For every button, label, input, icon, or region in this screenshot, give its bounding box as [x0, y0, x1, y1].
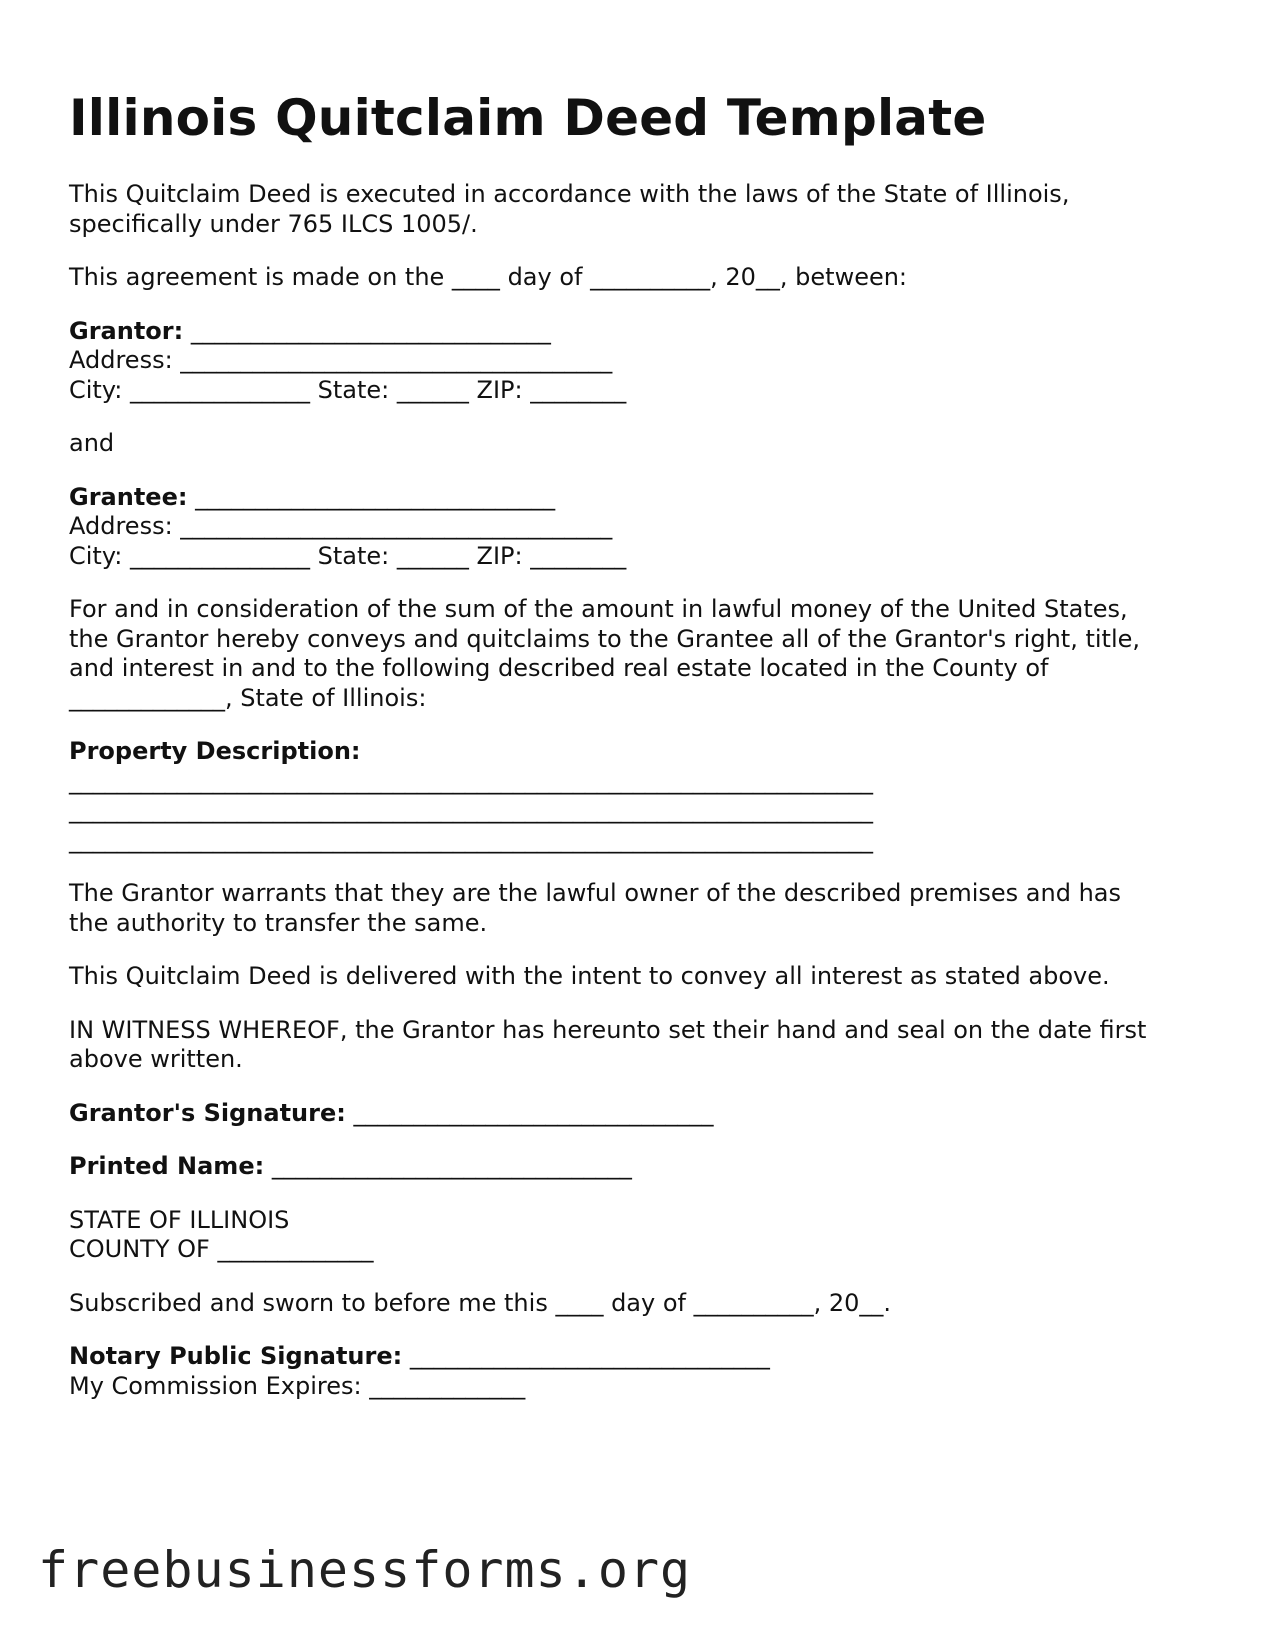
witness-paragraph — [69, 1016, 1199, 1075]
agreement-paragraph — [69, 263, 1199, 293]
grantee-label: Grantee: — [69, 482, 188, 511]
grantor-signature-blank[interactable]: ______________________________ — [345, 1098, 714, 1127]
and-text: and — [69, 429, 115, 457]
property-description-blank-2[interactable]: ___________________________________________________________________ — [69, 796, 873, 824]
notary-signature-block — [69, 1342, 1199, 1401]
notary-signature-label: Notary Public Signature: — [69, 1342, 403, 1370]
grantor-address-line[interactable]: Address: ____________________________________ — [69, 346, 613, 374]
notary-signature-line — [69, 1342, 1199, 1372]
consideration-line-2: the Grantor hereby conveys and quitclaims to the Grantee all of the Grantor's right, title, — [69, 624, 1140, 653]
warranty-line-1: The Grantor warrants that they are the lawful owner of the described premises and has — [69, 879, 1122, 907]
warranty-line-2: the authority to transfer the same. — [69, 908, 488, 937]
intro-line-2: specifically under 765 ILCS 1005/. — [69, 209, 478, 238]
notary-signature-blank[interactable]: ______________________________ — [402, 1342, 770, 1370]
commission-expires-line[interactable]: My Commission Expires: _____________ — [69, 1371, 526, 1400]
agreement-line: This agreement is made on the ____ day of __________, 20__, between: — [69, 263, 908, 291]
page-title: Illinois Quitclaim Deed Template — [69, 89, 987, 147]
delivery-line: This Quitclaim Deed is delivered with the intent to convey all interest as stated above. — [69, 962, 1110, 990]
grantee-name-blank[interactable]: ______________________________ — [187, 482, 556, 511]
consideration-line-4[interactable]: _____________, State of Illinois: — [69, 683, 427, 712]
consideration-line-1: For and in consideration of the sum of the amount in lawful money of the United States, — [69, 595, 1128, 623]
document-body — [69, 180, 1199, 1425]
printed-name-label: Printed Name: — [69, 1152, 265, 1180]
sworn-paragraph — [69, 1289, 1199, 1319]
grantor-city-line[interactable]: City: _______________ State: ______ ZIP: ________ — [69, 375, 627, 404]
grantee-name-line — [69, 483, 1199, 513]
intro-line-1: This Quitclaim Deed is executed in accordance with the laws of the State of Illinois, — [69, 180, 1070, 208]
grantor-block — [69, 317, 1199, 406]
notary-state-line: STATE OF ILLINOIS — [69, 1205, 290, 1234]
site-watermark: freebusinessforms.org — [38, 1541, 692, 1599]
property-description-block — [69, 737, 1199, 855]
consideration-paragraph — [69, 595, 1199, 713]
notary-county-line[interactable]: COUNTY OF _____________ — [69, 1235, 374, 1263]
grantor-signature-line — [69, 1099, 1199, 1129]
grantee-address-line[interactable]: Address: ____________________________________ — [69, 512, 613, 540]
notary-venue-block — [69, 1206, 1199, 1265]
grantor-name-line — [69, 317, 1199, 347]
grantee-block — [69, 483, 1199, 572]
printed-name-block — [69, 1152, 1199, 1182]
warranty-paragraph — [69, 879, 1199, 938]
intro-paragraph — [69, 180, 1199, 239]
printed-name-line — [69, 1152, 1199, 1182]
grantor-signature-label: Grantor's Signature: — [69, 1098, 346, 1127]
witness-line-2: above written. — [69, 1045, 243, 1073]
grantor-signature-block — [69, 1099, 1199, 1129]
grantor-name-blank[interactable]: ______________________________ — [183, 316, 551, 345]
delivery-paragraph — [69, 962, 1199, 992]
sworn-line[interactable]: Subscribed and sworn to before me this ____ day of __________, 20__. — [69, 1288, 892, 1317]
grantor-label: Grantor: — [69, 316, 184, 345]
property-description-blank-3[interactable]: ___________________________________________________________________ — [69, 825, 873, 854]
property-description-blank-1[interactable]: ___________________________________________________________________ — [69, 766, 873, 795]
printed-name-blank[interactable]: ______________________________ — [264, 1152, 632, 1180]
witness-line-1: IN WITNESS WHEREOF, the Grantor has hereunto set their hand and seal on the date first — [69, 1015, 1147, 1044]
consideration-line-3: and interest in and to the following described real estate located in the County of — [69, 654, 1049, 682]
and-paragraph — [69, 429, 1199, 459]
grantee-city-line[interactable]: City: _______________ State: ______ ZIP: ________ — [69, 541, 627, 570]
property-description-label: Property Description: — [69, 737, 361, 765]
